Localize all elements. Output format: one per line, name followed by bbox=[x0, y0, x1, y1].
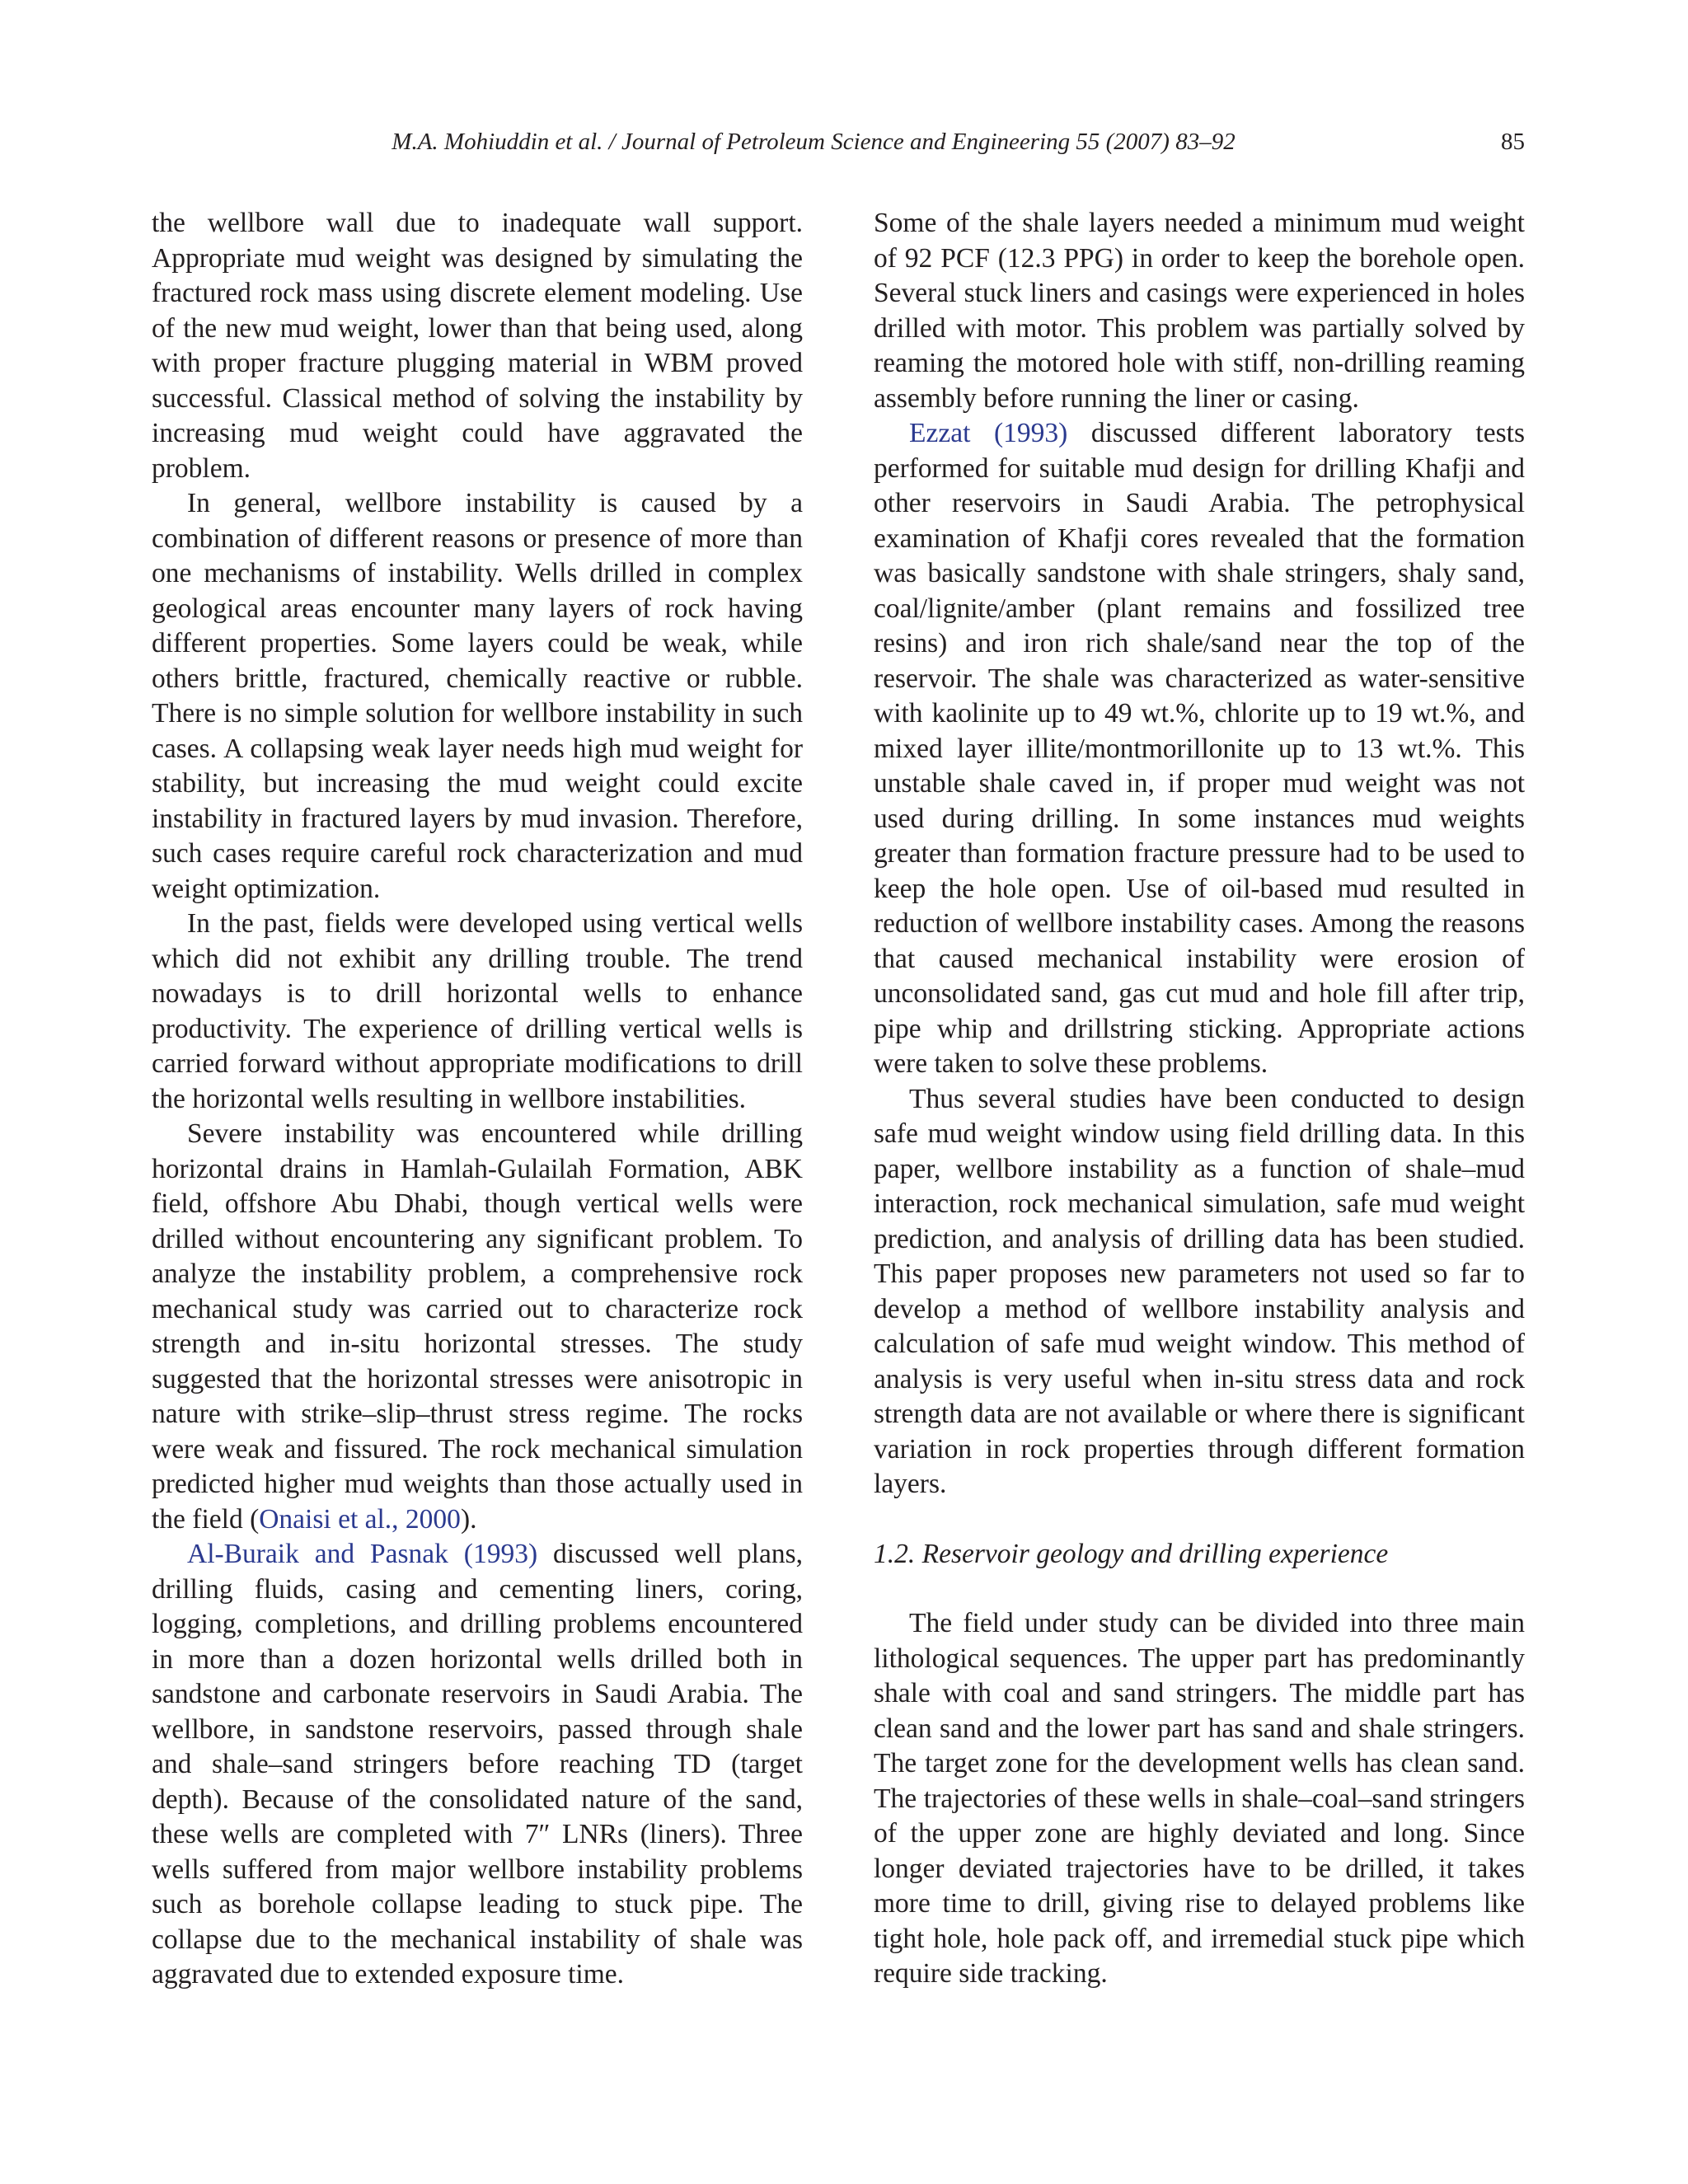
paragraph: Thus several studies have been conducted to design safe mud weight window using field drilling data. In this paper, wellbore instability as a function of shale–mud interaction, rock mechanical simulation, safe mud weight prediction, and analysis of drilling data has been studied. This paper proposes new parameters not used so far to develop a method of wellbore instability analysis and calculation of safe mud weight window. This method of analysis is very useful when in-situ stress data and rock strength data are not available or where there is significant variation in rock properties through different formation layers. bbox=[874, 1083, 1525, 1499]
paragraph-text: discussed different laboratory tests performed for suitable mud design for drilling Khafji and other reservoirs in Saudi Arabia. The petrophysical examination of Khafji cores revealed that the formation was basically sandstone with shale stringers, shaly sand, coal/lignite/amber (plant remains and fossilized tree resins) and iron rich shale/sand near the top of the reservoir. The shale was characterized as water-sensitive with kaolinite up to 49 wt.%, chlorite up to 19 wt.%, and mixed layer illite/montmorillonite up to 13 wt.%. This unstable shale caved in, if proper mud weight was not used during drilling. In some instances mud weights greater than formation fracture pressure had to be used to keep the hole open. Use of oil-based mud resulted in reduction of wellbore instability cases. Among the reasons that caused mechanical instability were erosion of unconsolidated sand, gas cut mud and hole fill after trip, pipe whip and drillstring sticking. Appropriate actions were taken to solve these problems. bbox=[874, 418, 1525, 1079]
paragraph-text: discussed well plans, drilling fluids, casing and cementing liners, coring, logging, completions, and drilling problems encountered in more than a dozen horizontal wells drilled both in sandstone and carbonate reservoirs in Saudi Arabia. The wellbore, in sandstone reservoirs, passed through shale and shale–sand stringers before reaching TD (target depth). Because of the consolidated nature of the sand, these wells are completed with 7″ LNRs (liners). Three wells suffered from major wellbore instability problems such as borehole collapse leading to stuck pipe. The collapse due to the mechanical instability of shale was aggravated due to extended exposure time. bbox=[152, 1539, 803, 1990]
paragraph: the wellbore wall due to inadequate wall support. Appropriate mud weight was designed by simulating the fractured rock mass using discrete element modeling. Use of the new mud weight, lower than that being used, along with proper fracture plugging material in WBM proved successful. Classical method of solving the instability by increasing mud weight could have aggravated the problem. bbox=[152, 208, 803, 484]
citation-link-onaisi[interactable]: Onaisi et al., 2000 bbox=[259, 1503, 461, 1535]
left-column bbox=[152, 206, 803, 1993]
section-heading: 1.2. Reservoir geology and drilling experience bbox=[874, 1538, 1389, 1569]
paragraph: Some of the shale layers needed a minimum mud weight of 92 PCF (12.3 PPG) in order to keep the borehole open. Several stuck liners and casings were experienced in holes drilled with motor. This problem was partially solved by reaming the motored hole with stiff, non-drilling reaming assembly before running the liner or casing. bbox=[874, 208, 1525, 414]
paragraph-text: ). bbox=[460, 1503, 477, 1535]
citation-link-al-buraik[interactable]: Al-Buraik and Pasnak (1993) bbox=[187, 1539, 538, 1569]
page-header bbox=[152, 125, 1525, 158]
running-head: M.A. Mohiuddin et al. / Journal of Petroleum Science and Engineering 55 (2007) 83–92 bbox=[392, 129, 1236, 155]
paragraph: In the past, fields were developed using vertical wells which did not exhibit any drilling trouble. The trend nowadays is to drill horizontal wells to enhance productivity. The experience of drilling vertical wells is carried forward without appropriate modifications to drill the horizontal wells resulting in wellbore instabilities. bbox=[152, 908, 803, 1114]
paragraph: In general, wellbore instability is caused by a combination of different reasons or presence of more than one mechanisms of instability. Wells drilled in complex geological areas encounter many layers of rock having different properties. Some layers could be weak, while others brittle, fractured, chemically reactive or rubble. There is no simple solution for wellbore instability in such cases. A collapsing weak layer needs high mud weight for stability, but increasing the mud weight could excite instability in fractured layers by mud invasion. Therefore, such cases require careful rock characterization and mud weight optimization. bbox=[152, 488, 803, 904]
page-number: 85 bbox=[1501, 129, 1525, 155]
citation-link-ezzat[interactable]: Ezzat (1993) bbox=[909, 418, 1068, 448]
paragraph: The field under study can be divided into three main lithological sequences. The upper part has predominantly shale with coal and sand stringers. The middle part has clean sand and the lower part has sand and shale stringers. The target zone for the development wells has clean sand. The trajectories of these wells in shale–coal–sand stringers of the upper zone are highly deviated and long. Since longer deviated trajectories have to be drilled, it takes more time to drill, giving rise to delayed problems like tight hole, hole pack off, and irremedial stuck pipe which require side tracking. bbox=[874, 1608, 1525, 1989]
right-column bbox=[874, 206, 1525, 1992]
paragraph bbox=[152, 1117, 803, 1537]
paragraph bbox=[152, 1537, 803, 1993]
paragraph bbox=[874, 416, 1525, 1082]
paragraph-text: Severe instability was encountered while drilling horizontal drains in Hamlah-Gulailah Formation, ABK field, offshore Abu Dhabi, though vertical wells were drilled without encountering any significant problem. To analyze the instability problem, a comprehensive rock mechanical study was carried out to characterize rock strength and in-situ horizontal stresses. The study suggested that the horizontal stresses were anisotropic in nature with strike–slip–thrust stress regime. The rocks were weak and fissured. The rock mechanical simulation predicted higher mud weights than those actually used in the field ( bbox=[152, 1118, 803, 1535]
